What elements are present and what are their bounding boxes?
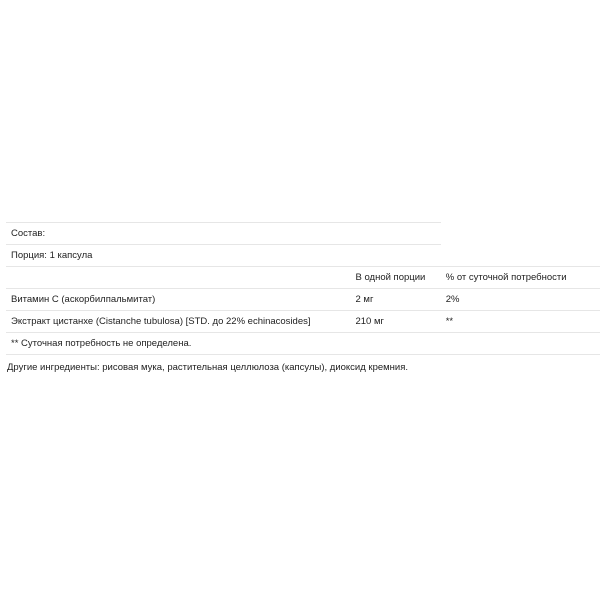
nutrient-row bbox=[6, 289, 600, 311]
serving-size-label: Порция: 1 капсула bbox=[6, 245, 350, 267]
nutrient-name: Экстракт цистанхе (Cistanche tubulosa) [STD. до 22% echinacosides] bbox=[6, 311, 350, 333]
nutrient-name: Витамин С (аскорбилпальмитат) bbox=[6, 289, 350, 311]
daily-value-header: % от суточной потребности bbox=[441, 267, 600, 289]
nutrient-row bbox=[6, 311, 600, 333]
serving-row bbox=[6, 245, 600, 267]
per-serving-header: В одной порции bbox=[350, 267, 440, 289]
column-header-row bbox=[6, 267, 600, 289]
nutrient-daily-value: ** bbox=[441, 311, 600, 333]
footnote: ** Суточная потребность не определена. bbox=[6, 333, 350, 355]
nutrient-daily-value: 2% bbox=[441, 289, 600, 311]
footnote-row bbox=[6, 333, 600, 355]
supplement-facts-table bbox=[6, 222, 600, 355]
other-ingredients-text: Другие ингредиенты: рисовая мука, растительная целлюлоза (капсулы), диоксид кремния. bbox=[7, 362, 409, 373]
nutrient-amount: 2 мг bbox=[350, 289, 440, 311]
composition-row bbox=[6, 223, 600, 245]
nutrient-amount: 210 мг bbox=[350, 311, 440, 333]
composition-label: Состав: bbox=[6, 223, 350, 245]
